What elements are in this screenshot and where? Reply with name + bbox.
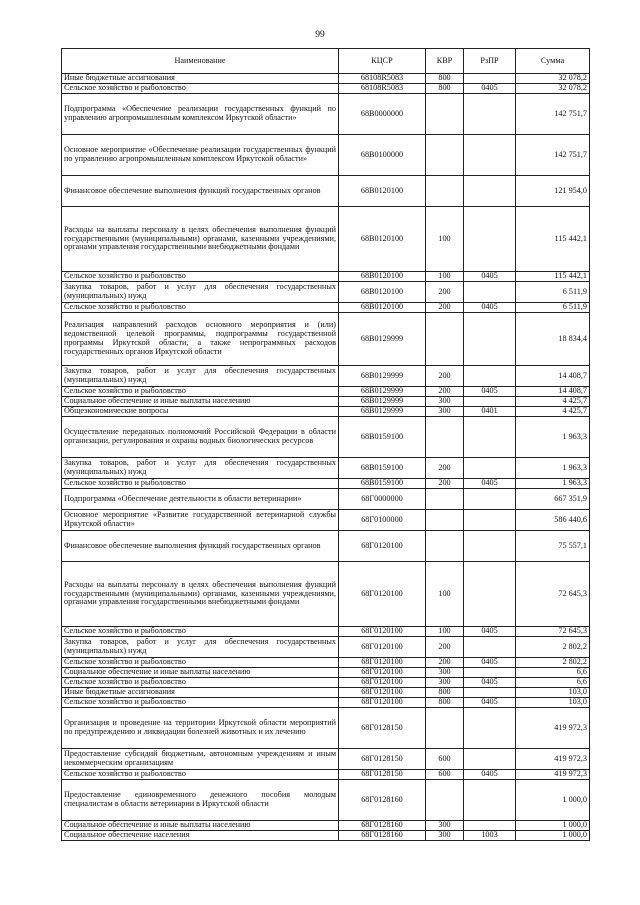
row-rzpr: 0405 xyxy=(464,678,516,688)
table-row xyxy=(62,84,590,94)
row-name: Иные бюджетные ассигнования xyxy=(62,74,339,84)
row-kcsr: 68В0120100 xyxy=(339,272,426,282)
row-kcsr: 68Г0000000 xyxy=(339,489,426,510)
header-kcsr: КЦСР xyxy=(339,49,426,74)
row-rzpr: 0405 xyxy=(464,272,516,282)
row-kvr: 200 xyxy=(426,366,464,387)
row-kvr: 200 xyxy=(426,479,464,489)
row-rzpr xyxy=(464,688,516,698)
table-row xyxy=(62,207,590,272)
row-sum: 121 954,0 xyxy=(516,176,590,207)
row-rzpr xyxy=(464,749,516,770)
row-sum: 4 425,7 xyxy=(516,407,590,417)
row-name: Сельское хозяйство и рыболовство xyxy=(62,658,339,668)
table-row xyxy=(62,821,590,831)
table-row xyxy=(62,407,590,417)
row-sum: 6 511,9 xyxy=(516,282,590,303)
row-kvr: 200 xyxy=(426,458,464,479)
row-name: Закупка товаров, работ и услуг для обеспечения государственных (муниципальных) нужд xyxy=(62,637,339,658)
row-kvr: 800 xyxy=(426,688,464,698)
table-row xyxy=(62,627,590,637)
row-rzpr xyxy=(464,313,516,366)
row-kcsr: 68Г0120100 xyxy=(339,698,426,708)
row-sum: 586 440,6 xyxy=(516,510,590,531)
row-rzpr xyxy=(464,510,516,531)
row-rzpr: 0405 xyxy=(464,387,516,397)
row-sum: 4 425,7 xyxy=(516,397,590,407)
row-sum: 1 000,0 xyxy=(516,821,590,831)
row-kcsr: 68Г0120100 xyxy=(339,668,426,678)
row-name: Общеэкономические вопросы xyxy=(62,407,339,417)
row-rzpr: 0405 xyxy=(464,770,516,780)
table-row xyxy=(62,770,590,780)
page-number: 99 xyxy=(315,30,325,40)
row-sum: 142 751,7 xyxy=(516,135,590,176)
row-name: Финансовое обеспечение выполнения функций государственных органов xyxy=(62,531,339,562)
row-sum: 32 078,2 xyxy=(516,84,590,94)
row-kcsr: 68Г0120100 xyxy=(339,637,426,658)
row-kcsr: 68Г0128160 xyxy=(339,821,426,831)
row-name: Подпрограмма «Обеспечение реализации государственных функций по управлению агропромышленным комплексом Иркутской области» xyxy=(62,94,339,135)
row-rzpr: 0405 xyxy=(464,698,516,708)
row-rzpr xyxy=(464,668,516,678)
row-name: Социальное обеспечение и иные выплаты населению xyxy=(62,668,339,678)
table-row xyxy=(62,531,590,562)
row-kvr: 100 xyxy=(426,562,464,627)
row-name: Предоставление единовременного денежного пособия молодым специалистам в области ветеринарии в Иркутской области xyxy=(62,780,339,821)
row-rzpr xyxy=(464,397,516,407)
row-kvr: 800 xyxy=(426,74,464,84)
row-kcsr: 68Г0120100 xyxy=(339,627,426,637)
table-row xyxy=(62,313,590,366)
row-name: Закупка товаров, работ и услуг для обеспечения государственных (муниципальных) нужд xyxy=(62,366,339,387)
table-row xyxy=(62,708,590,749)
row-sum: 1 963,3 xyxy=(516,479,590,489)
row-sum: 1 000,0 xyxy=(516,831,590,841)
table-row xyxy=(62,780,590,821)
row-kvr: 600 xyxy=(426,749,464,770)
row-kvr: 600 xyxy=(426,770,464,780)
row-kvr xyxy=(426,135,464,176)
table-row xyxy=(62,668,590,678)
row-kvr: 200 xyxy=(426,637,464,658)
row-sum: 419 972,3 xyxy=(516,708,590,749)
row-sum: 75 557,1 xyxy=(516,531,590,562)
table-row xyxy=(62,176,590,207)
row-name: Осуществление переданных полномочий Российской Федерации в области организации, регулирования и охраны водных биологических ресурсов xyxy=(62,417,339,458)
row-rzpr xyxy=(464,458,516,479)
row-kcsr: 68Г0120100 xyxy=(339,531,426,562)
header-kvr: КВР xyxy=(426,49,464,74)
row-name: Сельское хозяйство и рыболовство xyxy=(62,84,339,94)
row-rzpr xyxy=(464,531,516,562)
row-kcsr: 68В0120100 xyxy=(339,207,426,272)
row-rzpr xyxy=(464,489,516,510)
row-kcsr: 68Г0128160 xyxy=(339,831,426,841)
table-header-row xyxy=(62,49,590,74)
row-rzpr xyxy=(464,417,516,458)
table-row xyxy=(62,479,590,489)
table-row xyxy=(62,658,590,668)
table-row xyxy=(62,749,590,770)
row-kcsr: 68В0000000 xyxy=(339,94,426,135)
row-kcsr: 68Г0120100 xyxy=(339,688,426,698)
row-rzpr: 0405 xyxy=(464,479,516,489)
row-kcsr: 68Г0128150 xyxy=(339,749,426,770)
row-sum: 1 963,3 xyxy=(516,458,590,479)
row-kvr: 200 xyxy=(426,282,464,303)
table-row xyxy=(62,688,590,698)
row-sum: 14 408,7 xyxy=(516,387,590,397)
header-rzpr: РзПР xyxy=(464,49,516,74)
table-row xyxy=(62,135,590,176)
row-kvr xyxy=(426,313,464,366)
row-name: Закупка товаров, работ и услуг для обеспечения государственных (муниципальных) нужд xyxy=(62,282,339,303)
row-kvr: 300 xyxy=(426,678,464,688)
row-rzpr xyxy=(464,821,516,831)
row-kcsr: 68В0120100 xyxy=(339,176,426,207)
row-name: Сельское хозяйство и рыболовство xyxy=(62,698,339,708)
row-sum: 72 645,3 xyxy=(516,627,590,637)
row-sum: 32 078,2 xyxy=(516,74,590,84)
row-kcsr: 68В0159100 xyxy=(339,479,426,489)
row-name: Финансовое обеспечение выполнения функций государственных органов xyxy=(62,176,339,207)
row-name: Сельское хозяйство и рыболовство xyxy=(62,272,339,282)
row-kvr: 200 xyxy=(426,387,464,397)
row-kcsr: 68Г0120100 xyxy=(339,658,426,668)
row-kcsr: 68108R5083 xyxy=(339,84,426,94)
row-sum: 103,0 xyxy=(516,688,590,698)
row-name: Иные бюджетные ассигнования xyxy=(62,688,339,698)
row-rzpr xyxy=(464,282,516,303)
table-row xyxy=(62,397,590,407)
row-kvr: 800 xyxy=(426,698,464,708)
row-kcsr: 68Г0120100 xyxy=(339,562,426,627)
row-kcsr: 68В0129999 xyxy=(339,407,426,417)
table-row xyxy=(62,458,590,479)
row-kvr xyxy=(426,708,464,749)
table-row xyxy=(62,94,590,135)
row-kvr: 300 xyxy=(426,397,464,407)
table-row xyxy=(62,562,590,627)
table-row xyxy=(62,637,590,658)
row-rzpr xyxy=(464,176,516,207)
budget-table xyxy=(61,48,590,841)
row-name: Сельское хозяйство и рыболовство xyxy=(62,303,339,313)
header-name: Наименование xyxy=(62,49,339,74)
row-kcsr: 68В0120100 xyxy=(339,303,426,313)
header-sum: Сумма xyxy=(516,49,590,74)
table-row xyxy=(62,831,590,841)
row-name: Социальное обеспечение населения xyxy=(62,831,339,841)
row-kvr xyxy=(426,417,464,458)
row-name: Расходы на выплаты персоналу в целях обеспечения выполнения функций государственными (муниципальными) органами, казенными учреждениями, органами управления государственными внебюджетными фондами xyxy=(62,207,339,272)
row-name: Сельское хозяйство и рыболовство xyxy=(62,387,339,397)
row-kvr: 300 xyxy=(426,668,464,678)
row-rzpr xyxy=(464,74,516,84)
row-sum: 2 802,2 xyxy=(516,658,590,668)
row-rzpr: 0401 xyxy=(464,407,516,417)
row-kcsr: 68Г0128160 xyxy=(339,780,426,821)
row-kcsr: 68В0159100 xyxy=(339,458,426,479)
row-rzpr xyxy=(464,366,516,387)
row-rzpr: 0405 xyxy=(464,303,516,313)
table-row xyxy=(62,510,590,531)
row-kvr: 200 xyxy=(426,658,464,668)
row-kvr: 100 xyxy=(426,272,464,282)
row-sum: 6,6 xyxy=(516,668,590,678)
row-name: Основное мероприятие «Развитие государственной ветеринарной службы Иркутской области» xyxy=(62,510,339,531)
row-name: Закупка товаров, работ и услуг для обеспечения государственных (муниципальных) нужд xyxy=(62,458,339,479)
row-rzpr xyxy=(464,94,516,135)
row-name: Реализация направлений расходов основного мероприятия и (или) ведомственной целевой программы, подпрограммы государственной программы Иркутской области, а также непрограммных расходов государственных органов Иркутской области xyxy=(62,313,339,366)
row-sum: 1 963,3 xyxy=(516,417,590,458)
row-name: Основное мероприятие «Обеспечение реализации государственных функций по управлению агропромышленным комплексом Иркутской области» xyxy=(62,135,339,176)
row-kcsr: 68Г0128150 xyxy=(339,708,426,749)
table-row xyxy=(62,366,590,387)
row-kvr xyxy=(426,489,464,510)
row-sum: 419 972,3 xyxy=(516,770,590,780)
row-kcsr: 68В0159100 xyxy=(339,417,426,458)
row-name: Расходы на выплаты персоналу в целях обеспечения выполнения функций государственными (муниципальными) органами, казенными учреждениями, органами управления государственными внебюджетными фондами xyxy=(62,562,339,627)
row-kvr: 300 xyxy=(426,407,464,417)
row-kvr xyxy=(426,531,464,562)
row-kcsr: 68В0129999 xyxy=(339,366,426,387)
row-kvr xyxy=(426,780,464,821)
table-row xyxy=(62,698,590,708)
row-sum: 667 351,9 xyxy=(516,489,590,510)
row-rzpr xyxy=(464,708,516,749)
row-sum: 6,6 xyxy=(516,678,590,688)
table-row xyxy=(62,74,590,84)
table-row xyxy=(62,387,590,397)
row-kvr xyxy=(426,94,464,135)
row-sum: 1 000,0 xyxy=(516,780,590,821)
row-name: Предоставление субсидий бюджетным, автономным учреждениям и иным некоммерческим организациям xyxy=(62,749,339,770)
row-sum: 142 751,7 xyxy=(516,94,590,135)
row-kvr: 100 xyxy=(426,207,464,272)
table-row xyxy=(62,303,590,313)
row-kcsr: 68В0100000 xyxy=(339,135,426,176)
row-sum: 2 802,2 xyxy=(516,637,590,658)
table-row xyxy=(62,417,590,458)
row-sum: 14 408,7 xyxy=(516,366,590,387)
row-rzpr xyxy=(464,780,516,821)
row-kcsr: 68Г0128150 xyxy=(339,770,426,780)
row-rzpr xyxy=(464,207,516,272)
row-kcsr: 68108R5083 xyxy=(339,74,426,84)
table-row xyxy=(62,282,590,303)
row-kvr xyxy=(426,510,464,531)
row-kcsr: 68Г0120100 xyxy=(339,678,426,688)
row-kvr: 200 xyxy=(426,303,464,313)
row-kcsr: 68В0120100 xyxy=(339,282,426,303)
row-kcsr: 68Г0100000 xyxy=(339,510,426,531)
table-row xyxy=(62,678,590,688)
table-row xyxy=(62,272,590,282)
row-name: Сельское хозяйство и рыболовство xyxy=(62,770,339,780)
row-name: Сельское хозяйство и рыболовство xyxy=(62,678,339,688)
row-sum: 18 834,4 xyxy=(516,313,590,366)
row-rzpr: 0405 xyxy=(464,627,516,637)
row-name: Социальное обеспечение и иные выплаты населению xyxy=(62,821,339,831)
row-rzpr xyxy=(464,562,516,627)
row-sum: 103,0 xyxy=(516,698,590,708)
row-sum: 6 511,9 xyxy=(516,303,590,313)
row-rzpr: 0405 xyxy=(464,658,516,668)
row-name: Сельское хозяйство и рыболовство xyxy=(62,627,339,637)
table-row xyxy=(62,489,590,510)
row-kcsr: 68В0129999 xyxy=(339,387,426,397)
row-kvr xyxy=(426,176,464,207)
row-kvr: 800 xyxy=(426,84,464,94)
row-name: Организация и проведение на территории Иркутской области мероприятий по предупреждению и ликвидации болезней животных и их лечению xyxy=(62,708,339,749)
row-rzpr xyxy=(464,637,516,658)
row-sum: 72 645,3 xyxy=(516,562,590,627)
row-sum: 115 442,1 xyxy=(516,272,590,282)
row-kcsr: 68В0129999 xyxy=(339,397,426,407)
row-name: Сельское хозяйство и рыболовство xyxy=(62,479,339,489)
row-kvr: 100 xyxy=(426,627,464,637)
row-rzpr: 1003 xyxy=(464,831,516,841)
row-kcsr: 68В0129999 xyxy=(339,313,426,366)
row-rzpr xyxy=(464,135,516,176)
row-sum: 115 442,1 xyxy=(516,207,590,272)
row-name: Социальное обеспечение и иные выплаты населению xyxy=(62,397,339,407)
row-kvr: 300 xyxy=(426,821,464,831)
row-kvr: 300 xyxy=(426,831,464,841)
row-sum: 419 972,3 xyxy=(516,749,590,770)
row-rzpr: 0405 xyxy=(464,84,516,94)
row-name: Подпрограмма «Обеспечение деятельности в области ветеринарии» xyxy=(62,489,339,510)
